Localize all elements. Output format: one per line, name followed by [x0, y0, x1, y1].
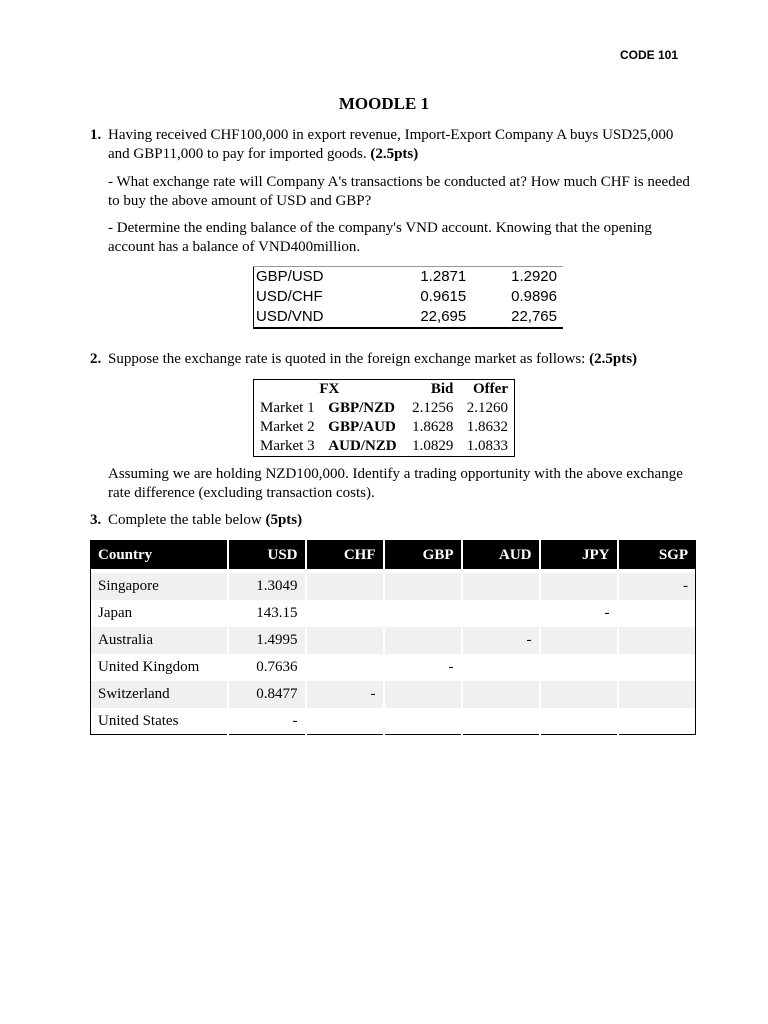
- table-row: [254, 418, 515, 437]
- question-points: (5pts): [265, 512, 303, 528]
- table-cell: 0.7636: [228, 654, 306, 681]
- question-2: [90, 350, 690, 369]
- question-text: Suppose the exchange rate is quoted in the foreign exchange market as follows:: [108, 351, 586, 367]
- question-number: 3.: [90, 512, 102, 528]
- table-cell: United States: [91, 708, 228, 735]
- question-points: (2.5pts): [589, 351, 638, 367]
- table-cell: [384, 600, 462, 627]
- table-cell: Singapore: [91, 573, 228, 600]
- bid-value: 1.0829: [412, 438, 454, 454]
- table-cell: [618, 681, 696, 708]
- table-cell: [306, 654, 384, 681]
- question-1: [90, 126, 690, 164]
- table-cell: 1.3049: [228, 573, 306, 600]
- table-cell: [384, 573, 462, 600]
- table-cell: 143.15: [228, 600, 306, 627]
- page-title: MOODLE 1: [338, 94, 430, 113]
- table-row: [91, 600, 696, 627]
- question-text: Having received CHF100,000 in export revenue, Import-Export Company A buys USD25,000 and GBP11,000 to pay for imported goods.: [108, 127, 674, 162]
- question-1-sub-2: - Determine the ending balance of the company's VND account. Knowing that the opening account has a balance of VND400million.: [108, 220, 652, 255]
- table-row: [254, 437, 515, 457]
- rate-bid: 22,695: [420, 308, 467, 325]
- table-cell: [462, 681, 540, 708]
- column-header: AUD: [462, 541, 540, 570]
- table-cell: [306, 573, 384, 600]
- table-header-row: [91, 541, 696, 570]
- column-header: CHF: [306, 541, 384, 570]
- question-points: (2.5pts): [370, 146, 419, 162]
- rate-pair: USD/VND: [256, 308, 324, 325]
- currency-pair: GBP/NZD: [328, 400, 395, 416]
- table-cell: Japan: [91, 600, 228, 627]
- table-row: [91, 627, 696, 654]
- table-cell: [540, 654, 618, 681]
- table-row: [91, 573, 696, 600]
- table-cell: [540, 573, 618, 600]
- question-text: Complete the table below: [108, 512, 262, 528]
- question-2-followup: Assuming we are holding NZD100,000. Identify a trading opportunity with the above exchange rate difference (excluding transaction costs).: [108, 466, 683, 501]
- question-number: 2.: [90, 351, 102, 367]
- fx-market-table: [253, 379, 515, 457]
- exchange-rate-table: [253, 266, 563, 329]
- column-header: JPY: [540, 541, 618, 570]
- table-cell: [306, 627, 384, 654]
- offer-value: 1.8632: [466, 419, 508, 435]
- question-1-sub-1: - What exchange rate will Company A's transactions be conducted at? How much CHF is needed to buy the above amount of USD and GBP?: [108, 174, 690, 209]
- column-header: Country: [91, 541, 228, 570]
- rate-bid: 1.2871: [420, 268, 467, 285]
- table-row: [254, 267, 564, 288]
- rate-offer: 1.2920: [511, 268, 557, 285]
- column-header: GBP: [384, 541, 462, 570]
- table-cell: United Kingdom: [91, 654, 228, 681]
- question-3: [90, 511, 690, 530]
- table-row: [91, 708, 696, 735]
- offer-value: 1.0833: [466, 438, 508, 454]
- market-name: Market 1: [260, 400, 315, 416]
- table-cell: -: [306, 681, 384, 708]
- table-row: [254, 307, 564, 328]
- table-cell: 1.4995: [228, 627, 306, 654]
- table-cell: [540, 708, 618, 735]
- table-cell: [306, 600, 384, 627]
- currency-pair: GBP/AUD: [328, 419, 396, 435]
- market-name: Market 2: [260, 419, 315, 435]
- table-row: [91, 681, 696, 708]
- column-header: USD: [228, 541, 306, 570]
- table-cell: [540, 627, 618, 654]
- table-cell: [384, 681, 462, 708]
- table-row: [254, 287, 564, 307]
- table-cell: [384, 708, 462, 735]
- table-row: [254, 399, 515, 418]
- table-cell: [618, 708, 696, 735]
- table-cell: -: [384, 654, 462, 681]
- table-cell: Switzerland: [91, 681, 228, 708]
- table-row: [91, 654, 696, 681]
- rate-offer: 22,765: [511, 308, 557, 325]
- table-cell: [618, 600, 696, 627]
- table-cell: -: [540, 600, 618, 627]
- table-cell: [618, 627, 696, 654]
- rate-pair: USD/CHF: [256, 288, 323, 305]
- column-header-offer: Offer: [473, 381, 508, 397]
- rate-offer: 0.9896: [511, 288, 557, 305]
- question-number: 1.: [90, 127, 102, 143]
- table-cell: Australia: [91, 627, 228, 654]
- market-name: Market 3: [260, 438, 315, 454]
- table-header-row: [254, 380, 515, 400]
- bid-value: 1.8628: [412, 419, 454, 435]
- table-cell: [462, 654, 540, 681]
- column-header-bid: Bid: [430, 381, 454, 397]
- table-cell: -: [462, 627, 540, 654]
- column-header: SGP: [618, 541, 696, 570]
- table-cell: -: [228, 708, 306, 735]
- table-cell: [462, 708, 540, 735]
- document-code: CODE 101: [619, 48, 678, 62]
- rate-pair: GBP/USD: [256, 268, 324, 285]
- table-cell: [462, 573, 540, 600]
- table-cell: [618, 654, 696, 681]
- cross-rate-table: [90, 540, 696, 735]
- rate-bid: 0.9615: [420, 288, 467, 305]
- currency-pair: AUD/NZD: [328, 438, 397, 454]
- table-cell: [462, 600, 540, 627]
- table-cell: 0.8477: [228, 681, 306, 708]
- offer-value: 2.1260: [466, 400, 508, 416]
- table-cell: [540, 681, 618, 708]
- table-cell: [306, 708, 384, 735]
- column-header-fx: FX: [319, 381, 340, 397]
- table-cell: [384, 627, 462, 654]
- table-cell: -: [618, 573, 696, 600]
- bid-value: 2.1256: [412, 400, 454, 416]
